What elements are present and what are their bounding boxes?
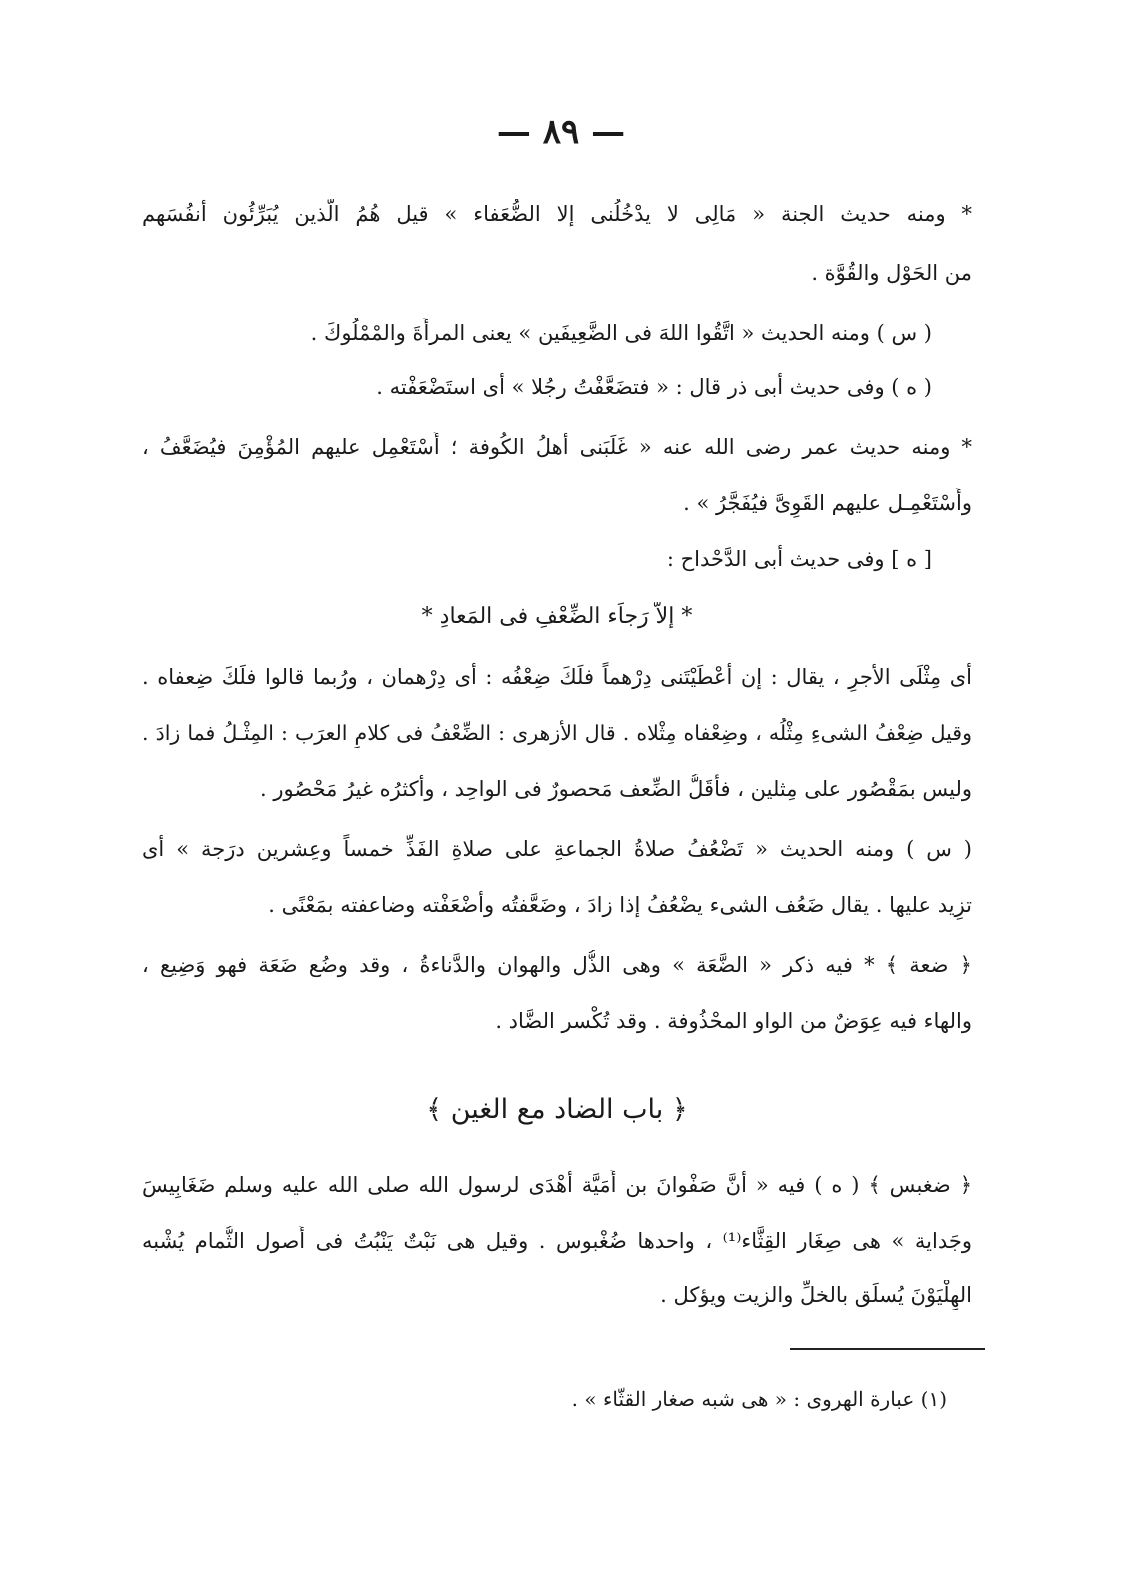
text-line: * ومنه حديث عمر رضى الله عنه « غَلَبَنى أهلُ الكُوفة ؛ أَسْتَعْمِل عليهم المُؤْمِنَ فيُضَعَّفُ ،	[142, 435, 972, 459]
text-line: [ ه ] وفى حديث أبى الدَّحْداح :	[666, 547, 932, 571]
footnote-divider	[790, 1348, 985, 1350]
text-line: وأَسْتَعْمِـل عليهم القَوِىَّ فيُفَجَّرُ » .	[683, 491, 972, 515]
text-line: من الحَوْل والقُوَّة .	[811, 261, 972, 285]
text-line: الهِلْيَوْنَ يُسلَق بالخلِّ والزيت ويؤكل .	[660, 1283, 972, 1307]
page-number: — ٨٩ —	[496, 112, 626, 152]
text-line: وقيل ضِعْفُ الشىءِ مِثْلُه ، وضِعْفاه مِثْلاه . قال الأزهرى : الضِّعْفُ فى كلامِ العرَب : المِثْـلُ فما زادَ .	[142, 721, 972, 745]
text-line: أى مِثْلَى الأجرِ ، يقال : إن أعْطَيْتَنى دِرْهماً فلَكَ ضِعْفُه : أى دِرْهمان ، ورُبما قالوا فلَكَ ضِعفاه .	[142, 665, 972, 689]
text-line: * ومنه حديث الجنة « مَالِى لا يدْخُلُنى إلا الضُّعَفاء » قيل هُمُ الَّذين يُبَرِّئُون أنفُسَهم	[142, 202, 972, 226]
text-line: وجَداية » هى صِغَار القِثَّاء⁽¹⁾ ، واحدها ضُغْبوس . وقيل هى نَبْتٌ يَنْبُتُ فى أُصول الثُّمام يُشْبه	[142, 1229, 972, 1253]
text-line: ( س ) ومنه الحديث « تَضْعُفُ صلاةُ الجماعةِ على صلاةِ الفَذِّ خمساً وعِشرين درَجة » أى	[142, 837, 972, 861]
footnote: (١) عبارة الهروى : « هى شبه صغار القثّاء » .	[571, 1387, 947, 1411]
text-line: تزِيد عليها . يقال ضَعُف الشىء يضْعُفُ إذا زادَ ، وضَعَّفتُه وأضْعَفْته وضاعفته بمَعْنًى .	[268, 893, 972, 917]
text-line: وليس بمَقْصُور على مِثلين ، فأقَلُّ الضِّعف مَحصورٌ فى الواحِد ، وأكثرُه غيرُ مَحْصُور .	[260, 777, 972, 801]
text-line: ( س ) ومنه الحديث « اتَّقُوا اللهَ فى الضَّعِيفَين » يعنى المرأَةَ والمْمْلُوكَ .	[310, 321, 932, 345]
text-line: والهاء فيه عِوَضٌ من الواو المحْذُوفة . وقد تُكْسر الضَّاد .	[495, 1009, 972, 1033]
text-line: ( ه ) وفى حديث أبى ذر قال : « فتضَعَّفْتُ رجُلا » أى استَضْعَفْته .	[376, 375, 932, 399]
text-line: ﴿ ضغبس ﴾ ( ه ) فيه « أنَّ صَفْوانَ بن أُمَيَّة أهْدَى لرسول الله صلى الله عليه وسلم ضَغَابِيسَ	[142, 1173, 972, 1197]
chapter-heading: ﴿ باب الضاد مع الغين ﴾	[426, 1094, 688, 1125]
verse-line: * إلاَّ رَجاَء الضِّعْفِ فى المَعادِ *	[421, 604, 693, 629]
text-line: ﴿ ضعة ﴾ * فيه ذكر « الضَّعَة » وهى الذُّل والهوان والدَّناءةُ ، وقد وضُع ضَعَة فهو وَضِيع ،	[142, 953, 972, 977]
